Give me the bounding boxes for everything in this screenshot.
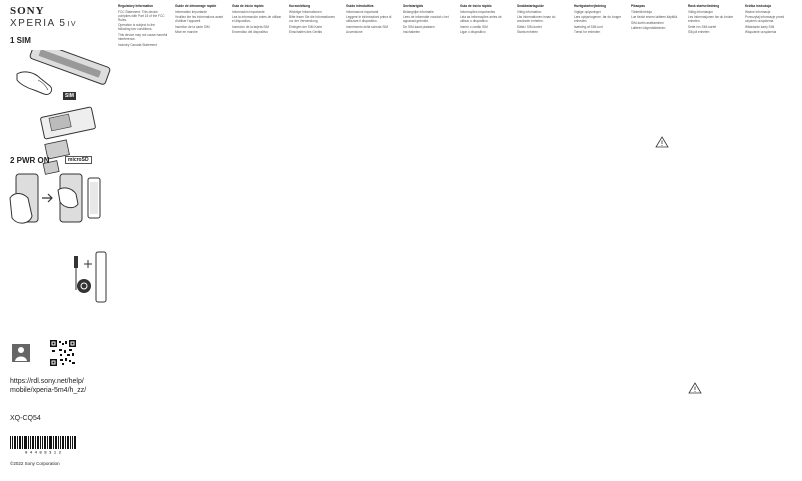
column-paragraph: Les informasjonen før du bruker enheten. bbox=[688, 15, 734, 24]
column-paragraph: Lea la información antes de utilizar el dispositivo. bbox=[232, 15, 282, 24]
column-paragraph: Läs informationen innan du använder enheten. bbox=[517, 15, 556, 24]
qr-code bbox=[50, 340, 76, 366]
column-paragraph: Ważne informacje bbox=[745, 9, 771, 14]
column-heading: Hurtigstartvejledning bbox=[574, 4, 607, 8]
text-column-3 bbox=[232, 4, 282, 476]
column-paragraph: Bitte lesen Sie die Informationen vor der Verwendung. bbox=[289, 15, 335, 24]
column-paragraph: Leggere le informazioni prima di utilizzare il dispositivo. bbox=[346, 15, 392, 24]
text-column-2 bbox=[175, 4, 225, 476]
column-heading: Kurzanleitung bbox=[289, 4, 311, 8]
column-paragraph: Ligar o dispositivo bbox=[460, 30, 486, 35]
column-paragraph: Inschakelen bbox=[403, 30, 421, 35]
help-url-line-1: https://rdl.sony.net/help/ bbox=[10, 378, 84, 385]
column-paragraph: De SIM-kaart plaatsen bbox=[403, 24, 435, 29]
column-heading: Rask startveiledning bbox=[688, 4, 720, 8]
help-person-icon bbox=[12, 344, 30, 362]
column-heading: Guia de início rápido bbox=[460, 4, 492, 8]
column-paragraph: Włączanie urządzenia bbox=[745, 30, 777, 35]
column-paragraph: Przeczytaj informacje przed użyciem urządzenia. bbox=[745, 15, 785, 24]
model-name-suffix: IV bbox=[67, 21, 78, 28]
column-heading: Krótka instrukcja bbox=[745, 4, 772, 8]
phone-side-icon bbox=[96, 252, 106, 302]
column-heading: Snelstartgids bbox=[403, 4, 424, 8]
column-paragraph: Tärkeitä tietoja bbox=[631, 9, 652, 14]
column-paragraph: Insertion de la carte SIM bbox=[175, 24, 210, 29]
column-paragraph: Starta enheten bbox=[517, 30, 538, 35]
column-paragraph: Accensione bbox=[346, 30, 363, 35]
barcode-text: 0 4 4 8 8 3 1 2 bbox=[24, 451, 62, 454]
column-paragraph: FCC Statement: This device complies with Part 15 of the FCC Rules. bbox=[118, 9, 165, 22]
column-heading: Guida introduttiva bbox=[346, 4, 374, 8]
model-name bbox=[10, 18, 77, 29]
microsd-label: microSD bbox=[65, 156, 92, 164]
sony-logo: SONY bbox=[10, 5, 45, 17]
column-paragraph: Vigtige oplysninger bbox=[574, 9, 601, 14]
column-heading: Guide de démarrage rapide bbox=[175, 4, 217, 8]
help-url bbox=[10, 377, 86, 395]
column-paragraph: Sette inn SIM-kortet bbox=[688, 24, 717, 29]
column-paragraph: Inserir o cartão SIM bbox=[460, 24, 488, 29]
column-paragraph: Wichtige Informationen bbox=[289, 9, 322, 14]
phone-screen-icon bbox=[88, 178, 100, 218]
text-column-4 bbox=[289, 4, 339, 476]
tray-icon bbox=[40, 107, 95, 139]
hand-pressing-button-icon bbox=[58, 174, 82, 222]
column-paragraph: Lees de informatie voordat u het apparaat gebruikt. bbox=[403, 15, 449, 24]
column-paragraph: Information importante bbox=[175, 9, 207, 14]
column-paragraph: Mise en marche bbox=[175, 30, 198, 35]
column-heading: Regulatory Information bbox=[118, 4, 154, 8]
column-paragraph: Informazioni importanti bbox=[346, 9, 379, 14]
text-column-11 bbox=[688, 4, 738, 476]
step-1-title: 1 SIM bbox=[10, 36, 31, 45]
column-paragraph: Inserción de la tarjeta SIM bbox=[232, 24, 270, 29]
arrow-right-icon bbox=[42, 194, 52, 202]
column-paragraph: Einlegen der SIM-Karte bbox=[289, 24, 323, 29]
column-paragraph: Industry Canada Statement bbox=[118, 42, 157, 47]
column-paragraph: Læs oplysningerne, før du bruger enheden. bbox=[574, 15, 622, 24]
text-column-1 bbox=[118, 4, 168, 476]
copyright: ©2022 Sony Corporation bbox=[10, 461, 60, 466]
step-2-title: 2 PWR ON bbox=[10, 156, 50, 165]
text-column-12 bbox=[745, 4, 795, 476]
column-paragraph: Sätta i SIM-kortet bbox=[517, 24, 542, 29]
column-paragraph: Viktig information bbox=[517, 9, 542, 14]
sim-label: SIM bbox=[65, 93, 74, 99]
barcode bbox=[10, 436, 76, 454]
column-paragraph: This device may not cause harmful interference. bbox=[118, 33, 168, 42]
column-paragraph: Belangrijke informatie bbox=[403, 9, 434, 14]
text-column-6 bbox=[403, 4, 453, 476]
column-paragraph: Viktig informasjon bbox=[688, 9, 714, 14]
column-paragraph: Información importante bbox=[232, 9, 265, 14]
column-paragraph: Isætning af SIM-kort bbox=[574, 24, 603, 29]
model-code: XQ-CQ54 bbox=[10, 415, 41, 422]
column-paragraph: Lue tiedot ennen laitteen käyttöä. bbox=[631, 15, 678, 20]
hand-holding-phone-icon bbox=[10, 174, 38, 223]
column-heading: Snabbstartsguide bbox=[517, 4, 544, 8]
column-paragraph: Einschalten des Geräts bbox=[289, 30, 322, 35]
column-heading: Guía de inicio rápido bbox=[232, 4, 264, 8]
power-on-illustration bbox=[8, 168, 108, 328]
text-column-10 bbox=[631, 4, 681, 476]
warning-triangle-icon bbox=[688, 382, 702, 394]
help-url-line-2: mobile/xperia-5m4/h_zz/ bbox=[10, 387, 87, 394]
column-heading: Pikaopas bbox=[631, 4, 645, 8]
column-paragraph: Laitteen käynnistäminen bbox=[631, 26, 666, 31]
text-column-8 bbox=[517, 4, 567, 476]
column-paragraph: Wkładanie karty SIM bbox=[745, 24, 775, 29]
column-paragraph: Inserimento della scheda SIM bbox=[346, 24, 388, 29]
text-column-7 bbox=[460, 4, 510, 476]
column-paragraph: SIM-kortin asettaminen bbox=[631, 20, 664, 25]
model-name-text: XPERIA 5 bbox=[10, 18, 67, 29]
column-paragraph: Informações importantes bbox=[460, 9, 496, 14]
text-column-9 bbox=[574, 4, 624, 476]
hand-icon bbox=[17, 72, 52, 94]
column-paragraph: Slå på enheten bbox=[688, 30, 710, 35]
column-paragraph: Tænd for enheden bbox=[574, 30, 601, 35]
column-paragraph: Encendido del dispositivo bbox=[232, 30, 268, 35]
power-button-icon bbox=[77, 279, 91, 293]
column-paragraph: Veuillez lire les informations avant d'utiliser l'appareil. bbox=[175, 15, 224, 24]
column-paragraph: Leia as informações antes de utilizar o dispositivo. bbox=[460, 15, 502, 24]
warning-triangle-icon bbox=[655, 136, 669, 148]
text-column-5 bbox=[346, 4, 396, 476]
column-paragraph: Operation is subject to the following two conditions. bbox=[118, 23, 156, 32]
